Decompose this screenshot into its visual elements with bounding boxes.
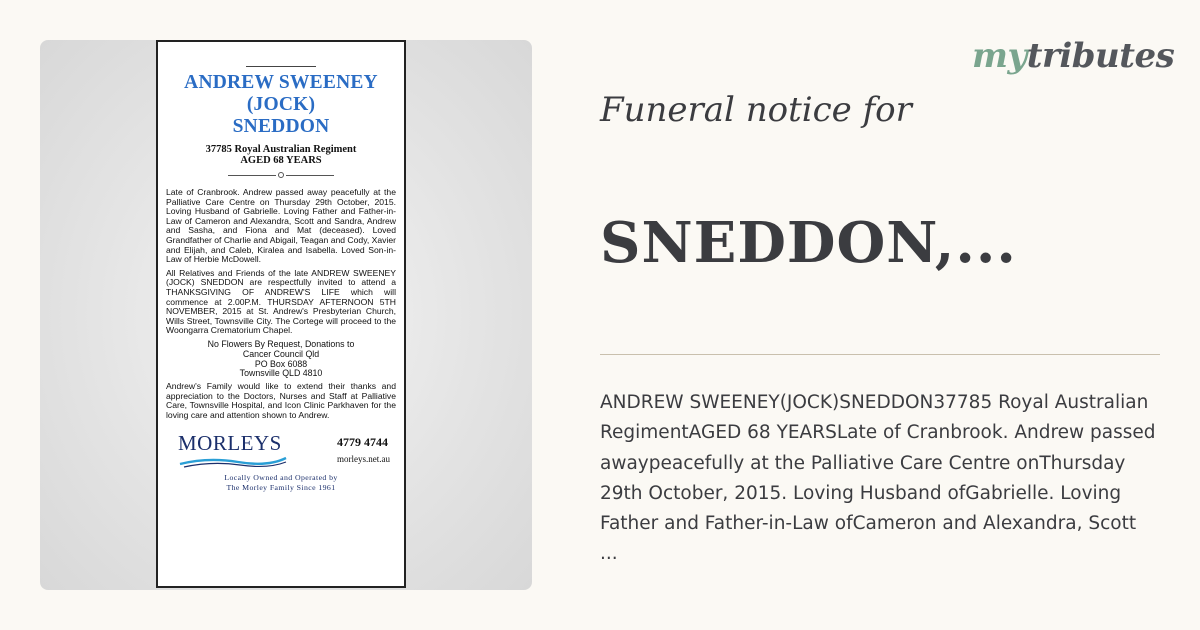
- donation-line: Cancer Council Qld: [242, 348, 320, 359]
- age-line: AGED 68 YEARS: [240, 155, 322, 166]
- regiment-line: 37785 Royal Australian Regiment: [205, 144, 357, 155]
- logo-my: my: [972, 36, 1027, 76]
- logo-tributes: tributes: [1026, 36, 1175, 76]
- tagline-line-2: The Morley Family Since 1961: [226, 482, 336, 492]
- funeral-home-row: [178, 432, 390, 469]
- deceased-name-line-3: SNEDDON: [232, 116, 330, 137]
- donation-line: Townsville QLD 4810: [239, 368, 323, 379]
- thanks-block: [166, 382, 396, 420]
- funeral-notice-clipping: [156, 40, 406, 588]
- mytributes-logo[interactable]: [972, 36, 1174, 76]
- notice-image: [40, 40, 532, 590]
- deceased-name-line-1: ANDREW SWEENEY: [184, 72, 378, 93]
- wave-icon: [178, 455, 288, 469]
- divider: [600, 354, 1160, 355]
- morleys-wordmark: MORLEYS: [178, 431, 282, 456]
- donation-line: No Flowers By Request, Donations to: [207, 338, 355, 349]
- notice-excerpt: ANDREW SWEENEY(JOCK)SNEDDON37785 Royal Australian RegimentAGED 68 YEARSLate of Cranbrook. Andrew passed awaypeacefully at the Palliative Care Centre onThursday 29th October, 2015. Loving Husband ofGabrielle. Loving Father and Father-in-Law ofCameron and Alexandra, Scott ...: [600, 392, 1156, 565]
- funeral-home-contact: [337, 432, 390, 465]
- phone-number: 4779 4744: [337, 435, 388, 450]
- morleys-logo: [178, 432, 288, 469]
- ornament-divider: [164, 172, 398, 178]
- donation-line: PO Box 6088: [254, 358, 308, 369]
- top-rule: [246, 66, 316, 67]
- website: morleys.net.au: [337, 454, 390, 465]
- page-title: SNEDDON,...: [600, 210, 1017, 276]
- deceased-name-line-2: (JOCK): [246, 94, 316, 115]
- donation-block: [164, 340, 398, 379]
- tagline-line-1: Locally Owned and Operated by: [224, 473, 338, 483]
- page-subtitle: Funeral notice for: [600, 90, 912, 130]
- thanks-paragraph: Andrew's Family would like to extend their thanks and appreciation to the Doctors, Nurses and Staff at Palliative Care, Townsville Hospital, and Icon Clinic Parkhaven for the loving care and attention shown to Andrew.: [166, 381, 396, 420]
- notice-body: [166, 188, 396, 336]
- notice-paragraph-1: Late of Cranbrook. Andrew passed away peacefully at the Palliative Care Centre on Thursday 29th October, 2015. Loving Husband of Gabrielle. Loving Father and Father-in-Law of Cameron and Alexandra, Scott and Sandra, Andrew and Sasha, and Fiona and Mat (deceased). Loved Grandfather of Charlie and Abigail, Teagan and Cody, Xavier and Elijah, and Caleb, Kiralea and Isabella. Loved Son-in-Law of Herbie McDowell.: [166, 187, 396, 265]
- notice-paragraph-2: All Relatives and Friends of the late ANDREW SWEENEY (JOCK) SNEDDON are respectfully invited to attend a THANKSGIVING OF ANDREW'S LIFE which will commence at 2.00P.M. THURSDAY AFTERNOON 5TH NOVEMBER, 2015 at St. Andrew's Presbyterian Church, Wills Street, Townsville City. The Cortege will proceed to the Woongarra Crematorium Chapel.: [166, 267, 396, 336]
